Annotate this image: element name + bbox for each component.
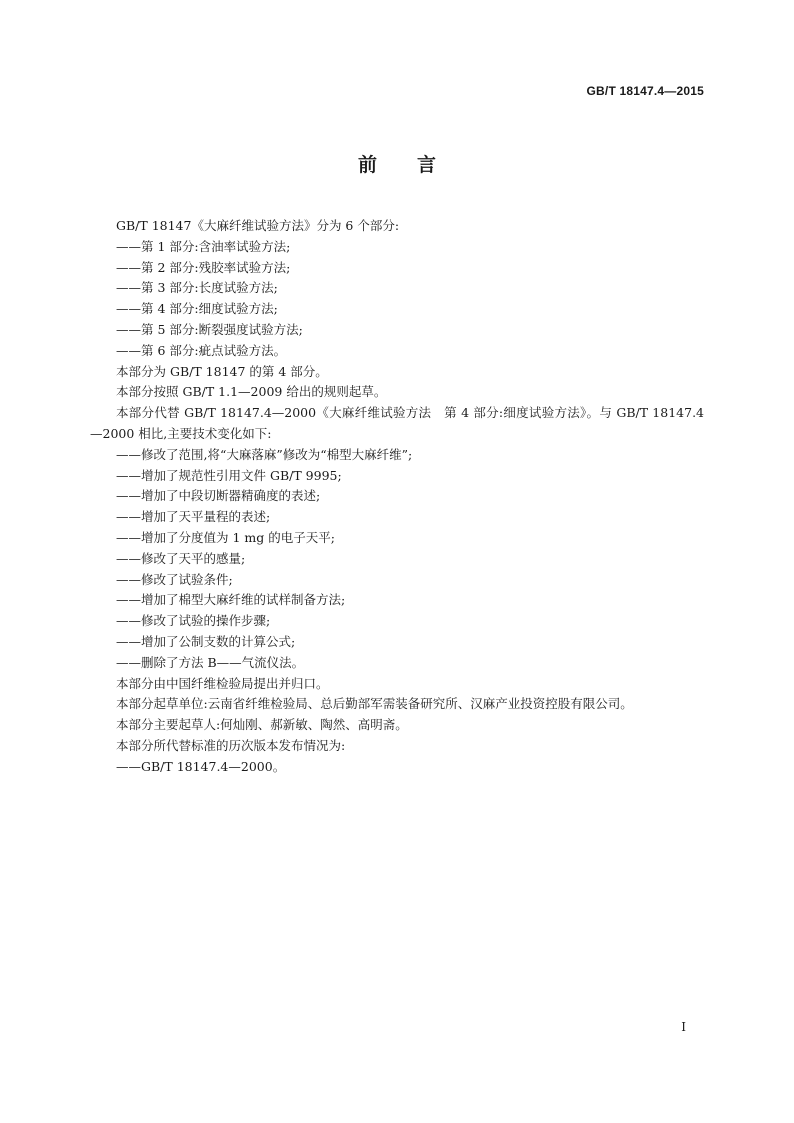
paragraph: 本部分所代替标准的历次版本发布情况为: [116,737,346,753]
paragraph: 本部分按照 GB/T 1.1—2009 给出的规则起草。 [116,384,387,400]
paragraph: ——增加了分度值为 1 mg 的电子天平; [116,529,335,545]
paragraph: GB/T 18147《大麻纤维试验方法》分为 6 个部分: [116,218,400,233]
paragraph: ——增加了公制支数的计算公式; [116,633,296,649]
paragraph: ——增加了天平量程的表述; [116,509,271,525]
paragraph: 本部分为 GB/T 18147 的第 4 部分。 [116,363,328,379]
paragraph: ——删除了方法 B——气流仪法。 [116,654,305,670]
paragraph: ——修改了范围,将“大麻落麻”修改为“棉型大麻纤维”; [116,446,413,462]
page-title: 前言 [357,154,476,176]
paragraph: ——第 1 部分:含油率试验方法; [116,238,291,254]
paragraph: ——增加了棉型大麻纤维的试样制备方法; [116,592,346,608]
paragraph: 本部分主要起草人:何灿刚、郝新敏、陶然、高明斋。 [116,717,408,733]
paragraph: ——修改了试验的操作步骤; [116,613,271,629]
paragraph: ——第 5 部分:断裂强度试验方法; [116,321,303,337]
paragraph: 本部分代替 GB/T 18147.4—2000《大麻纤维试验方法 第 4 部分:细度试验方法》。与 GB/T 18147.4—2000 相比,主要技术变化如下: [90,405,704,441]
paragraph: ——第 3 部分:长度试验方法; [116,280,278,296]
body-text [90,216,704,778]
paragraph: ——第 6 部分:疵点试验方法。 [116,342,287,358]
paragraph: ——GB/T 18147.4—2000。 [116,758,286,774]
page-number: I [681,1020,686,1034]
paragraph: ——增加了规范性引用文件 GB/T 9995; [116,467,342,483]
paragraph: ——增加了中段切断器精确度的表述; [116,488,321,504]
paragraph: 本部分由中国纤维检验局提出并归口。 [116,675,329,691]
paragraph: ——修改了试验条件; [116,571,233,587]
paragraph: ——第 4 部分:细度试验方法; [116,301,278,317]
paragraph: 本部分起草单位:云南省纤维检验局、总后勤部军需装备研究所、汉麻产业投资控股有限公司。 [116,696,633,712]
paragraph: ——修改了天平的感量; [116,550,246,566]
paragraph: ——第 2 部分:残胶率试验方法; [116,259,291,275]
standard-code: GB/T 18147.4—2015 [586,84,704,98]
